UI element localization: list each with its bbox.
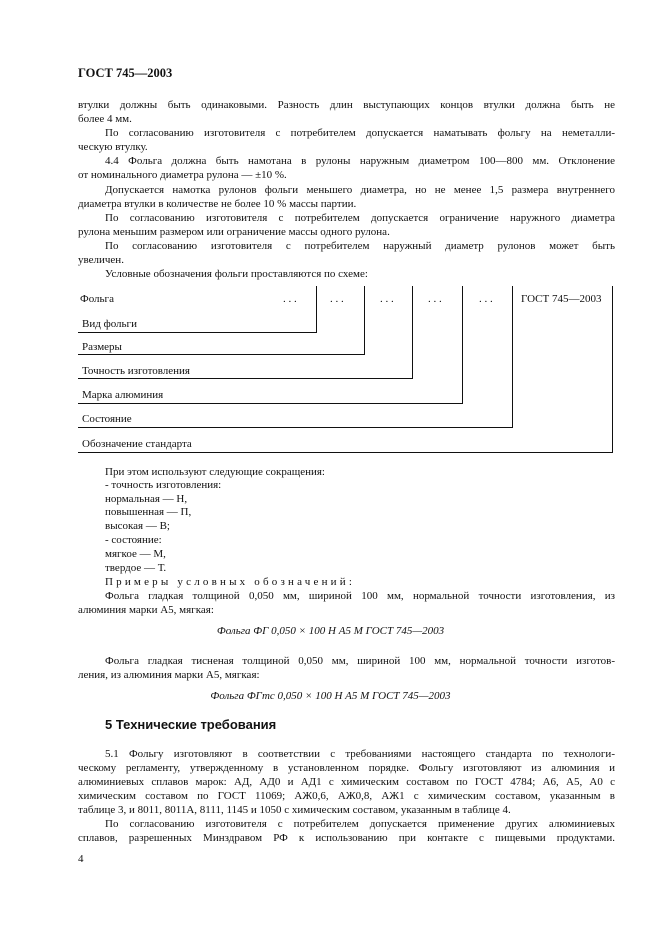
scheme-connector bbox=[412, 286, 413, 378]
scheme-label-type: Вид фольги bbox=[82, 318, 137, 330]
example-designation-2: Фольга ФГтс 0,050 × 100 Н А5 М ГОСТ 745—2003 bbox=[210, 690, 451, 702]
scheme-connector bbox=[462, 286, 463, 403]
abbrev-line: - состояние: bbox=[105, 534, 162, 546]
paragraph-line: Условные обозначения фольги проставляются по схеме: bbox=[105, 268, 368, 280]
paragraph-line: По согласованию изготовителя с потребителем наружный диаметр рулонов может быть bbox=[105, 240, 615, 252]
paragraph-line: ческую втулку. bbox=[78, 141, 148, 153]
scheme-placeholder-4: . . . bbox=[428, 293, 442, 305]
paragraph-line: ческому регламенту, утвержденному в установленном порядке. Фольгу изготовляют из алюминия и bbox=[78, 762, 615, 774]
abbrev-line: - точность изготовления: bbox=[105, 479, 222, 491]
abbrev-line: повышенная — П, bbox=[105, 506, 192, 518]
scheme-underline bbox=[78, 403, 463, 404]
example-designation-1: Фольга ФГ 0,050 × 100 Н А5 М ГОСТ 745—2003 bbox=[216, 625, 445, 637]
scheme-label-temper: Состояние bbox=[82, 413, 132, 425]
paragraph-line: увеличен. bbox=[78, 254, 124, 266]
abbrev-line: твердое — Т. bbox=[105, 562, 167, 574]
paragraph-line: химическим составом по ГОСТ 11069; АЖ0,6, АЖ0,8, АЖ1 с химическим составом, указанным в bbox=[78, 790, 615, 802]
paragraph-line: По согласованию изготовителя с потребителем допускается ограничение наружного диаметра bbox=[105, 212, 615, 224]
scheme-connector bbox=[316, 286, 317, 332]
page-number: 4 bbox=[78, 853, 84, 865]
abbrev-intro: При этом используют следующие сокращения: bbox=[105, 466, 325, 478]
scheme-underline bbox=[78, 427, 513, 428]
section-heading: 5 Технические требования bbox=[105, 717, 277, 732]
abbrev-line: мягкое — М, bbox=[105, 548, 166, 560]
paragraph-line: сплавов, разрешенных Минздравом РФ к использованию при контакте с пищевыми продуктами. bbox=[78, 832, 615, 844]
examples-title: Примеры условных обозначений: bbox=[105, 576, 356, 588]
example-line: ления, из алюминия марки А5, мягкая: bbox=[78, 669, 260, 681]
paragraph-line: 4.4 Фольга должна быть намотана в рулоны наружным диаметром 100—800 мм. Отклонение bbox=[105, 155, 615, 167]
example-line: Фольга гладкая толщиной 0,050 мм, шириной 100 мм, нормальной точности изготовления, из bbox=[105, 590, 615, 602]
paragraph-line: Допускается намотка рулонов фольги меньшего диаметра, но не менее 1,5 размера внутреннего bbox=[105, 184, 615, 196]
paragraph-line: втулки должны быть одинаковыми. Разность длин выступающих концов втулки должна быть не bbox=[78, 99, 615, 111]
paragraph-line: 5.1 Фольгу изготовляют в соответствии с требованиями настоящего стандарта по технологи- bbox=[105, 748, 615, 760]
abbrev-line: нормальная — Н, bbox=[105, 493, 188, 505]
scheme-underline bbox=[78, 452, 613, 453]
scheme-underline bbox=[78, 354, 365, 355]
scheme-connector bbox=[612, 286, 613, 452]
example-line: алюминия марки А5, мягкая: bbox=[78, 604, 214, 616]
document-header: ГОСТ 745—2003 bbox=[78, 66, 173, 80]
paragraph-line: По согласованию изготовителя с потребителем допускается наматывать фольгу на неметалли- bbox=[105, 127, 615, 139]
scheme-label-size: Размеры bbox=[82, 341, 122, 353]
example-line: Фольга гладкая тисненая толщиной 0,050 мм, шириной 100 мм, нормальной точности изготов- bbox=[105, 655, 615, 667]
scheme-placeholder-1: . . . bbox=[283, 293, 297, 305]
scheme-standard-label: ГОСТ 745—2003 bbox=[521, 293, 602, 305]
scheme-placeholder-3: . . . bbox=[380, 293, 394, 305]
paragraph-line: По согласованию изготовителя с потребителем допускается применение других алюминиевых bbox=[105, 818, 615, 830]
scheme-connector bbox=[364, 286, 365, 354]
abbrev-line: высокая — В; bbox=[105, 520, 170, 532]
paragraph-line: алюминиевых сплавов марок: АД, АД0 и АД1 с химическим составом по ГОСТ 4784; А6, А5, А0 с bbox=[78, 776, 615, 788]
scheme-underline bbox=[78, 332, 317, 333]
scheme-label-alloy: Марка алюминия bbox=[82, 389, 164, 401]
scheme-underline bbox=[78, 378, 413, 379]
scheme-connector bbox=[512, 286, 513, 427]
scheme-label-accuracy: Точность изготовления bbox=[82, 365, 190, 377]
scheme-label-standard: Обозначение стандарта bbox=[82, 438, 192, 450]
scheme-placeholder-2: . . . bbox=[330, 293, 344, 305]
scheme-product-label: Фольга bbox=[80, 293, 114, 305]
paragraph-line: более 4 мм. bbox=[78, 113, 132, 125]
scheme-placeholder-5: . . . bbox=[479, 293, 493, 305]
paragraph-line: от номинального диаметра рулона — ±10 %. bbox=[78, 169, 287, 181]
paragraph-line: рулона меньшим размером или ограничение массы одного рулона. bbox=[78, 226, 390, 238]
paragraph-line: диаметра втулки в количестве не более 10 % массы партии. bbox=[78, 198, 357, 210]
paragraph-line: таблице 3, и 8011, 8011А, 8111, 1145 и 1050 с химическим составом, указанным в таблице 4. bbox=[78, 804, 511, 816]
